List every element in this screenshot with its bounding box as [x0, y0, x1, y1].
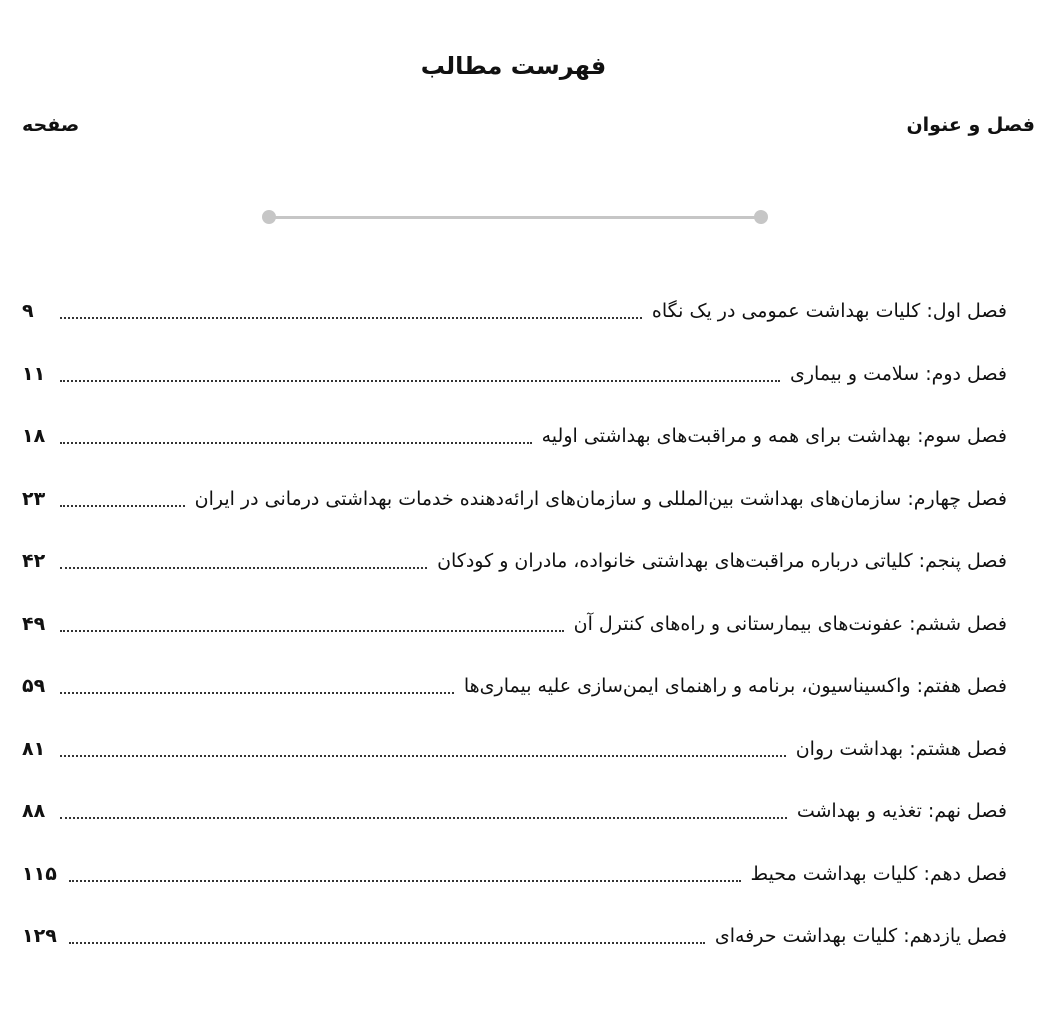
toc-entry[interactable] [0, 718, 1057, 781]
toc-entry[interactable] [0, 468, 1057, 531]
toc-entry-page: ۱۱۵ [22, 862, 57, 885]
page-title: فهرست مطالب [420, 52, 607, 80]
dot-leader [69, 942, 705, 944]
toc-entry-title: فصل سوم: بهداشت برای همه و مراقبت‌های بهداشتی اولیه [541, 425, 1007, 448]
dot-leader [60, 442, 532, 444]
toc-entry-page: ۴۹ [22, 612, 46, 635]
toc-entry[interactable] [0, 405, 1057, 468]
toc-entry-title: فصل دوم: سلامت و بیماری [789, 362, 1007, 385]
toc-entry-title: فصل هشتم: بهداشت روان [795, 737, 1007, 760]
toc-entry-page: ۵۹ [22, 675, 46, 698]
toc-entry-title: فصل نهم: تغذیه و بهداشت [796, 800, 1007, 823]
toc-entry[interactable] [0, 343, 1057, 406]
toc-entry-page: ۱۸ [22, 425, 46, 448]
dot-leader [60, 380, 780, 382]
divider-end-dot [262, 210, 276, 224]
toc-entry[interactable] [0, 655, 1057, 718]
column-header-page: صفحه [22, 114, 80, 136]
column-header-chapter-title: فصل و عنوان [906, 114, 1035, 136]
toc-entry-title: فصل هفتم: واکسیناسیون، برنامه و راهنمای ایمن‌سازی علیه بیماری‌ها [463, 675, 1007, 698]
dot-leader [60, 567, 427, 569]
divider-end-dot [754, 210, 768, 224]
toc-entry[interactable] [0, 843, 1057, 906]
divider-line [268, 216, 762, 219]
toc-entry[interactable] [0, 280, 1057, 343]
dot-leader [60, 317, 642, 319]
toc-entry-title: فصل ششم: عفونت‌های بیمارستانی و راه‌های کنترل آن [573, 612, 1007, 635]
toc-entry-title: فصل اول: کلیات بهداشت عمومی در یک نگاه [651, 300, 1007, 323]
toc-entry[interactable] [0, 530, 1057, 593]
dot-leader [60, 755, 786, 757]
toc-entry[interactable] [0, 780, 1057, 843]
toc-entry-page: ۲۳ [22, 487, 46, 510]
dot-leader [60, 692, 454, 694]
toc-entry-title: فصل یازدهم: کلیات بهداشت حرفه‌ای [714, 925, 1007, 948]
ornamental-divider [262, 210, 768, 224]
dot-leader [60, 630, 564, 632]
toc-entry-title: فصل چهارم: سازمان‌های بهداشت بین‌المللی و سازمان‌های ارائه‌دهنده خدمات بهداشتی درمانی در ایران [194, 487, 1007, 510]
table-of-contents [0, 280, 1057, 968]
toc-entry[interactable] [0, 905, 1057, 968]
toc-entry-page: ۱۱ [22, 362, 46, 385]
toc-entry-page: ۴۲ [22, 550, 46, 573]
dot-leader [69, 880, 741, 882]
dot-leader [60, 817, 787, 819]
toc-entry-page: ۹ [22, 300, 34, 323]
toc-entry-page: ۸۸ [22, 800, 46, 823]
toc-entry-title: فصل دهم: کلیات بهداشت محیط [750, 862, 1007, 885]
toc-entry[interactable] [0, 593, 1057, 656]
toc-entry-page: ۱۲۹ [22, 925, 57, 948]
toc-entry-title: فصل پنجم: کلیاتی درباره مراقبت‌های بهداشتی خانواده، مادران و کودکان [437, 550, 1007, 573]
dot-leader [60, 505, 185, 507]
toc-entry-page: ۸۱ [22, 737, 46, 760]
